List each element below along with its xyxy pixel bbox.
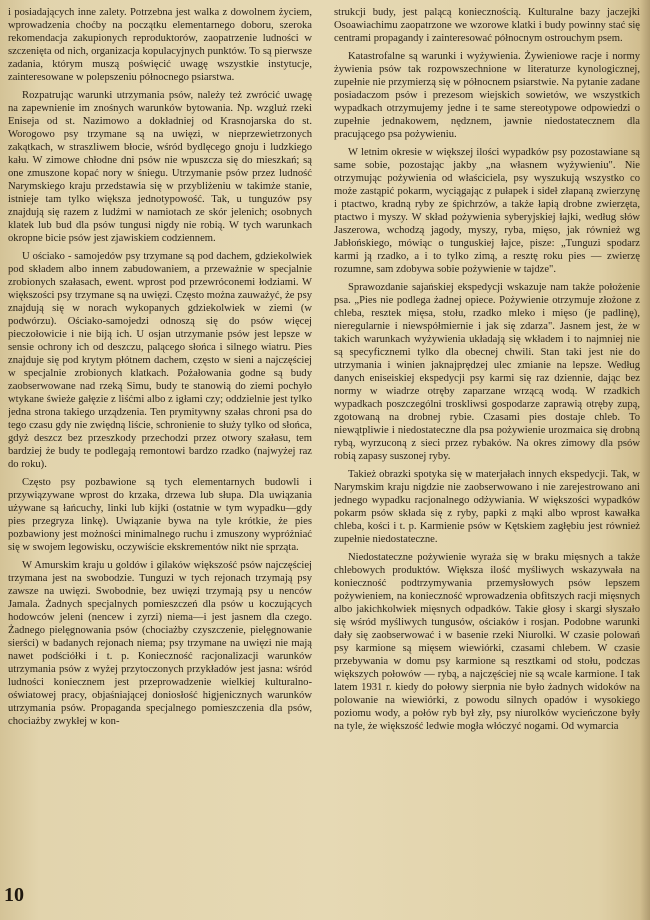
page-number: 10 xyxy=(4,884,24,906)
page-edge-shadow xyxy=(640,0,650,920)
paragraph: U ościako - samojedów psy trzymane są pod dachem, gdziekolwiek pod składem albo innem zabudowaniem, a przeważnie w specjalnie zrobionych szałasach, ewent. wprost pod przewróconemi łodziami. W większości psy trzymane są na uwięzi. Często można zauważyć, że psy znajdują się w norach wykopanych gdziekolwiek w ziemi (w podwórzu). Ościako-samojedzi odnoszą się do psów więcej pieczołowicie i nie biją ich. U osjan utrzymanie psów jest lepsze w sensie ochrony ich od deszczu, palącego słońca i silnego wiatru. Pies znajduje się pod krytym płótnem dachem, często w sieni a najczęściej w specjalnie zrobionych klatkach. Pożałowania godne są budy zaobserwowane nad rzeką Simu, budy te stanowią do ziemi pochyło wtykane świeże gałęzie z liśćmi albo z igłami czy; oddzielnie jest tylko jedna strona takiego urządzenia. Ten prymitywny szałas chroni psa do tego czasu gdy nie zwiędną liście, schronienie to służy tylko od słońca, gdyż deszcz bez przeszkody przechodzi przez otwory szałasu, tem bardziej że budy te podlegają remontowi bardzo rzadko (najwyżej raz do roku). xyxy=(8,251,312,470)
paragraph: Katastrofalne są warunki i wyżywienia. Żywieniowe racje i normy żywienia psów tak rozpowszechnione w literaturze kynologicznej, zupełnie nie przymierzą się w północnem psiarstwie. Na pytanie zadane posiadaczom psów i prezesom wiejskich sowietów, we wszystkich wypadkach otrzymujemy jedne i te same stereotypowe odpowiedzi o zupełnie jednakowem, nędznem, jawnie niedostatecznem dla pracującego psa pożywieniu. xyxy=(334,51,640,140)
paragraph: W letnim okresie w większej ilości wypadków psy pozostawiane są same sobie, pozostając jakby „na własnem wyżywieniu". Nie otrzymując pożywienia od właściciela, psy wyszukują wszystko co może zastąpić pokarm, wyciągając z pułapek i sideł złapaną zwierzynę i ptactwo, kradną ryby ze śpichrzów, a także łapią drobne zwierzęta, ptactwo i myszy. W skład pożywienia syberyjskiej łajki, według słów Jaszerowa, wchodzą jagody, myszy, ryba, mięso, jak również wg Jabłońskiego, mówiąc o tunguskiej łajce, pisze: „Tunguzi spodarz karmi ją rzadko, a i to tylko zimą, a resztę roku pies — zwierzę rozumne, sam zdobywa sobie pożywienie w tajdze". xyxy=(334,147,640,275)
paragraph: Często psy pozbawione są tych elementarnych budowli i przywiązywane wprost do krzaka, drzewa lub słupa. Dla uwiązania używane są łańcuchy, linki lub kijki (ostatnie w tym wypadku—gdy pies przegryza linkę). Uwiązanie bywa na tyle krótkie, że pies pozbawiony jest możności minimalnego ruchu i zmuszony wypróżniać się w swojem legowisku, oczywiście ekskrementów nikt nie sprząta. xyxy=(8,477,312,553)
right-column xyxy=(334,6,640,874)
paragraph: Rozpatrując warunki utrzymania psów, należy też zwrócić uwagę na zapewnienie im znośnych warunków bytowania. Np. wzgluż rzeki Eniseja od st. Nazimowo a dokładniej od Krasnojarska do st. Worogowo psy trzymane są na uwięzi, w nieprzewietrzonych zakątkach, w straszliwem błocie, wśród bydlęcego gnoju i ludzkiego kału. W zimowe chłodne dni psów nie wpuszcza się do mieszkań; są one zmuszone kopać nory w śniegu. Utrzymanie psów przez ludność Narymskiego kraju przedstawia się w przybliżeniu w takimże stanie, istnieje tam tylko większa jednotypowość. Tak, u tunguzów psy znajdują się razem z ludźmi w namiotach ze skór jelenich; osobnych klatek lub bud dla psów tungusi nigdy nie robią. W tych warunkach okropne bicie psów jest zjawiskiem codziennem. xyxy=(8,90,312,244)
paragraph: W Amurskim kraju u goldów i gilaków większość psów najczęściej trzymana jest na swobodzie. Tunguzi w tych rejonach trzymają psy zawsze na uwięzi. Swobodnie, bez uwięzi trzymają psy u nenców Jamala. Żadnych specjalnych pomieszczeń dla psów u koczujących hodowców jeleni (nencew i zyrzi) niema—i jest jasnem dla czego. Żadnego pielęgnowania psów (chociażby czyszczenie, pielęgnowanie sierści) w badanych rejonach niema; psy trzymane na uwięzi nie mają nawet podściółki i t. p. Konieczność racjonalizacji warunków utrzymania psów z wyżej przytoczonych przykładów jest jasna: wśród ludności koniecznem jest przeprowadzenie wielkiej kulturalno-oświatowej pracy, objaśniającej doniosłość higjenicznych warunków utrzymania psów. Propaganda specjalnego pomieszczenia dla psów, chociażby zwykłej w kon- xyxy=(8,560,312,727)
paragraph: strukcji budy, jest palącą koniecznością. Kulturalne bazy jaczejki Osoawiachimu zaopatrzone we wzorowe klatki i budy powinny stać się centrami propagandy i zainteresować północnym ostrouchym psem. xyxy=(334,7,640,44)
paragraph: i posiadających inne zalety. Potrzebna jest walka z dowolnem życiem, wprowadzenia choćby na początku elementarnego doboru, szeroka rekomendacja zakupionych reproduktorów, zaopatrzenie ludności w szczenięta od nich, organizacja kopulacyjnych punktów. To są pierwsze zadania, którym muszą poświęcić uwagę wszystkie instytucje, zainteresowane w polepszeniu północnego psiarstwa. xyxy=(8,7,312,83)
paragraph: Takież obrazki spotyka się w materjałach innych ekspedycji. Tak, w Narymskim kraju nigdzie nie zaobserwowano i nie zarejestrowano ani jednego wypadku racjonalnego odżywiania. W większości wypadków pokarm psów składa się z ryby, papki z mąki albo wprost kawałka chleba, kości i t. p. Karmienie psów w Kętskiem zagłębiu jest również zupełnie niedostateczne. xyxy=(334,469,640,545)
paragraph: Sprawozdanie sajańskiej ekspedycji wskazuje nam także położenie psa. „Pies nie podlega żadnej opiece. Pożywienie otrzymuje złożone z chleba, resztek mięsa, stołu, rzadko mleko i mięso (je padlinę), nieregularnie i niewspółmiernie i jak się zdarza". Jasnem jest, że w takich warunkach wyżywienia układają się wkładem i to najmniej nie są specyficznemi tylko dla obecnej chwili. Stan taki jest nie do utrzymania i winien jaknajprędzej ulec zmianie na lepsze. Według danych eniseiskiej ekspedycji psy karmi się raz dziennie, dając bez normy w wiadrze otręby zaparzane wrzącą wodą. W rzadkich wypadkach poszczególni troskliwsi gospodarze zaprawią otręby zupą, zgotowaną na drobnej rybie. Czasami pies dostaje chleb. To niewątpliwie i niedostateczne dla psa pożywienie urozmaica się drobną rybą, wyrzuconą z sieci przez rybaków. Na okres zimowy dla psów robią zapasy suszonej ryby. xyxy=(334,282,640,462)
paragraph: Niedostateczne pożywienie wyraża się w braku mięsnych a także chlebowych produktów. Większa ilość myśliwych wskazywała na konieczność podtrzymywania przemysłowych psów lepszem pożywieniem, na konieczność wprowadzenia obfitszych racji mięsnych albo jakichkolwiek mięsnych odpadków. Takie głosy i skargi słyszało się wśród myśliwych tungusów, ościaków i rosjan. Podobne warunki dały się zaobserwować i w basenie rzeki Niurolki. W czasie polowań psy karmione są mięsem wiewiórki, czasami chlebem. W czasie przebywania w domu psy karmione są resztkami od stołu, podczas większych połowów — rybą, a najczęściej nie są wcale karmione. I tak latem 1931 r. kiedy do połowy sierpnia nie było żadnych widoków na polowanie na wiewiórki, z powodu silnych opadów i wysokiego poziomu wody, a połów ryb był zły, psy niurolków wycieńczone były na tyle, że większość ledwie mogła włóczyć nogami. Od wymarcia xyxy=(334,552,640,732)
left-column xyxy=(8,6,312,874)
